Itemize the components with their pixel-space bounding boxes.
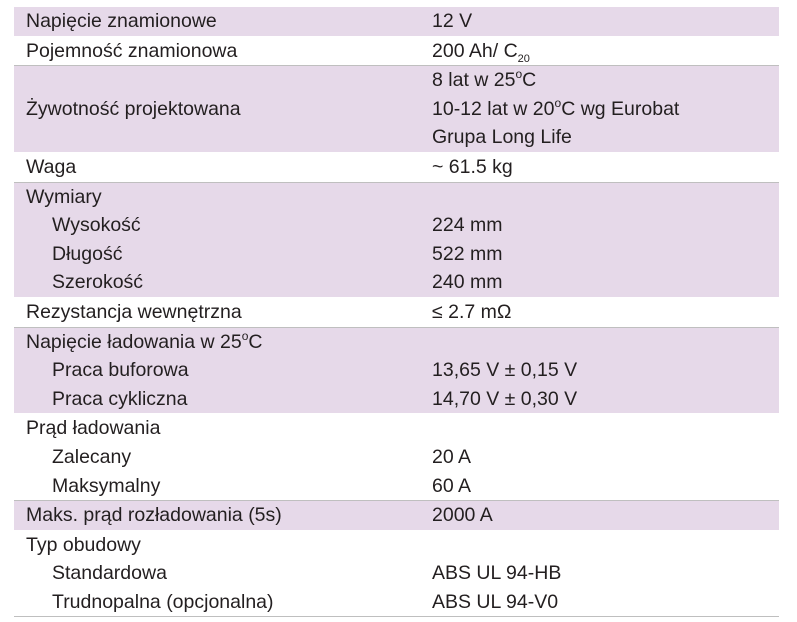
spec-value: 14,70 V ± 0,30 V — [432, 387, 578, 410]
spec-row-internal-resistance — [14, 298, 779, 328]
spec-row-weight — [14, 153, 779, 183]
spec-value: 224 mm — [432, 214, 503, 237]
spec-value-subscript: 20 — [517, 52, 530, 65]
spec-value: 240 mm — [432, 271, 503, 294]
spec-value-main: 200 Ah/ C — [432, 39, 518, 62]
spec-value: ABS UL 94-HB — [432, 562, 562, 585]
spec-text: C wg Eurobat — [561, 97, 680, 120]
spec-value: 2000 A — [432, 504, 493, 527]
spec-sublabel: Trudnopalna (opcjonalna) — [52, 590, 274, 613]
degree-mark: o — [241, 328, 249, 343]
spec-value: 13,65 V ± 0,15 V — [432, 359, 578, 382]
spec-sublabel: Praca buforowa — [52, 359, 189, 382]
spec-value: ~ 61.5 kg — [432, 155, 513, 178]
spec-row-charging-current — [14, 414, 779, 501]
spec-empty — [432, 531, 779, 560]
spec-value-line — [432, 95, 779, 124]
spec-sublabel: Praca cykliczna — [52, 387, 188, 410]
spec-sublabel: Maksymalny — [52, 474, 161, 497]
spec-sublabel: Szerokość — [52, 271, 144, 294]
spec-empty — [432, 414, 779, 443]
spec-sublabel: Długość — [52, 242, 123, 265]
spec-empty — [432, 183, 779, 212]
spec-value: 522 mm — [432, 242, 503, 265]
spec-value: ABS UL 94-V0 — [432, 590, 559, 613]
spec-sublabel: Zalecany — [52, 445, 132, 468]
spec-text: C — [248, 330, 263, 353]
spec-row-rated-voltage — [14, 7, 779, 37]
degree-mark: o — [554, 95, 562, 110]
spec-sublabel: Wysokość — [52, 214, 141, 237]
spec-text: C — [522, 69, 537, 92]
spec-value-line: Grupa Long Life — [432, 126, 572, 149]
spec-empty — [432, 328, 779, 357]
spec-sublabel: Standardowa — [52, 562, 167, 585]
spec-label: Żywotność projektowana — [26, 97, 241, 120]
spec-row-max-discharge-current — [14, 501, 779, 531]
spec-value: ≤ 2.7 mΩ — [432, 300, 512, 323]
spec-label: Pojemność znamionowa — [26, 39, 238, 62]
spec-row-rated-capacity — [14, 37, 779, 67]
spec-label: Maks. prąd rozładowania (5s) — [26, 504, 282, 527]
spec-row-dimensions — [14, 183, 779, 298]
spec-value-line — [432, 66, 779, 95]
spec-label: Rezystancja wewnętrzna — [26, 300, 242, 323]
spec-text: 10-12 lat w 20 — [432, 97, 555, 120]
spec-row-charging-voltage — [14, 328, 779, 415]
spec-text: Napięcie ładowania w 25 — [26, 330, 242, 353]
spec-row-design-life — [14, 66, 779, 153]
spec-label: Waga — [26, 155, 77, 178]
spec-row-casing-type — [14, 531, 779, 618]
battery-spec-table — [14, 7, 779, 617]
spec-label: Napięcie znamionowe — [26, 10, 217, 32]
spec-value: 20 A — [432, 445, 472, 468]
spec-value: 60 A — [432, 474, 472, 497]
spec-label — [26, 328, 424, 357]
degree-mark: o — [515, 67, 523, 82]
spec-label: Typ obudowy — [26, 533, 141, 556]
spec-value — [432, 37, 779, 66]
spec-value: 12 V — [432, 10, 473, 32]
spec-text: 8 lat w 25 — [432, 69, 516, 92]
spec-label: Prąd ładowania — [26, 417, 161, 440]
spec-label: Wymiary — [26, 185, 102, 208]
